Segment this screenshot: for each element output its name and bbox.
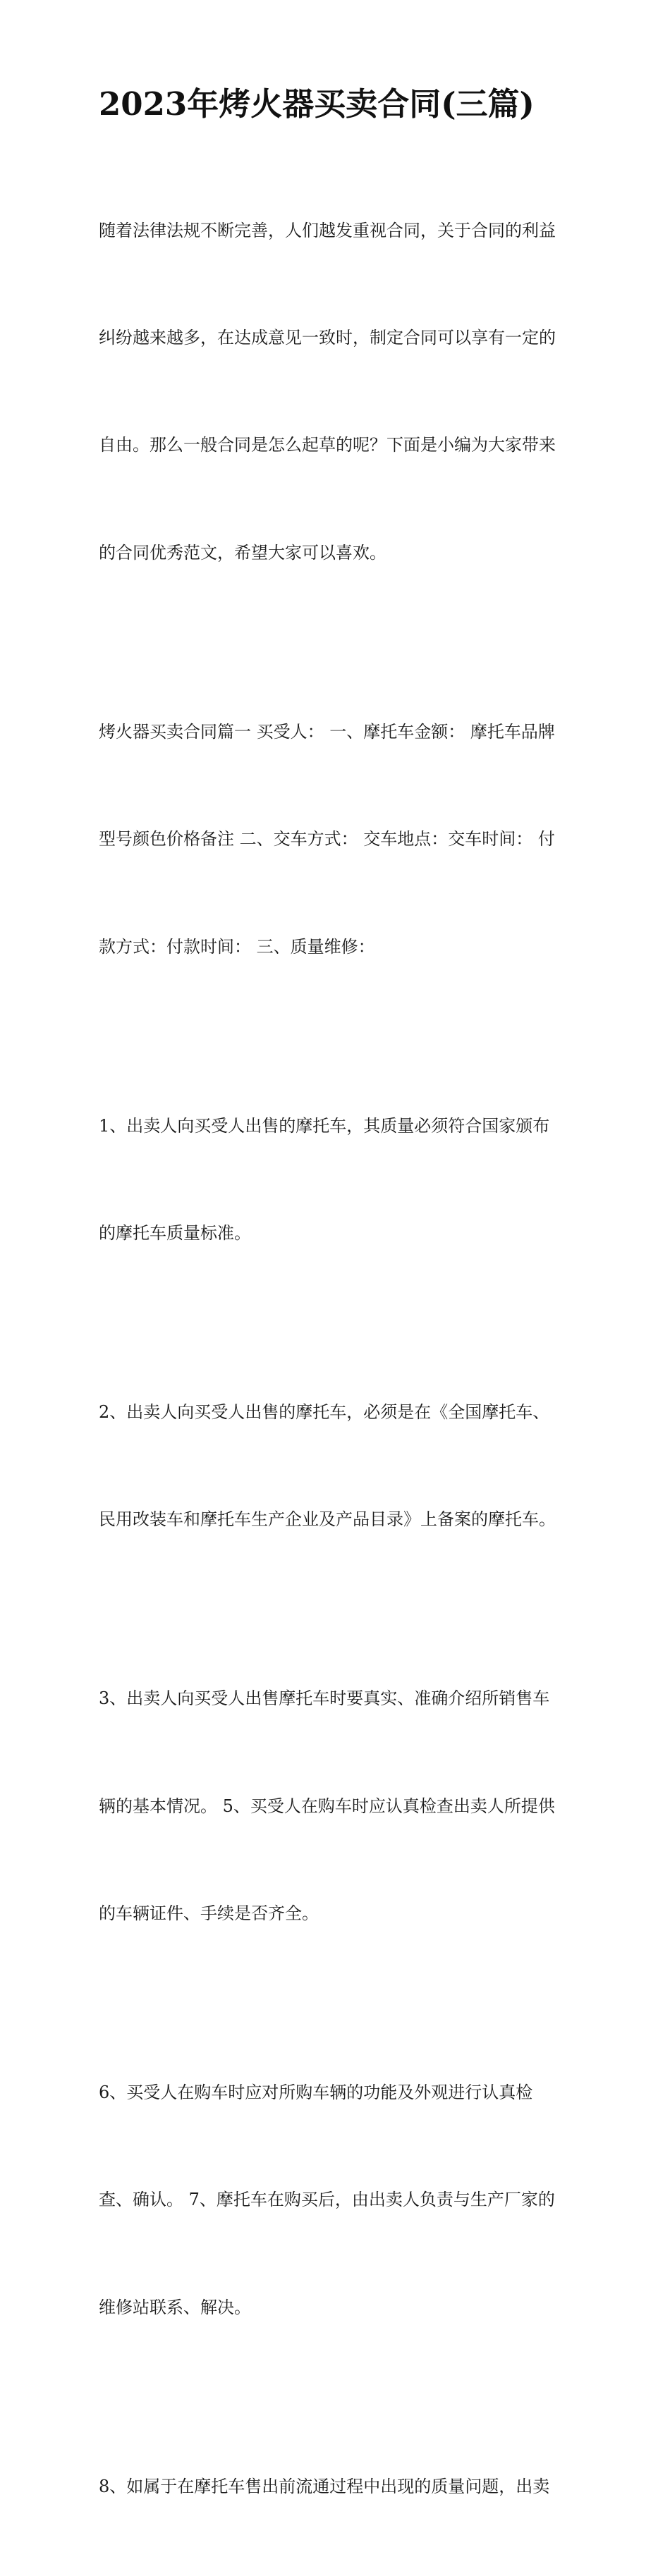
text-line: 烤火器买卖合同篇一 买受人： 一、摩托车金额： 摩托车品牌 [99, 721, 555, 742]
text-line: 3、出卖人向买受人出售摩托车时要真实、准确介绍所销售车 [99, 1688, 550, 1709]
text-line: 维修站联系、解决。 [99, 2297, 251, 2317]
paragraph-item-6 [99, 2003, 573, 2397]
paragraph-item-3 [99, 1609, 573, 2004]
text-line: 自由。那么一般合同是怎么起草的呢？下面是小编为大家带来 [99, 435, 556, 455]
text-line: 款方式：付款时间： 三、质量维修： [99, 936, 375, 957]
text-line: 型号颜色价格备注 二、交车方式： 交车地点：交车时间： 付 [99, 829, 555, 850]
text-line: 随着法律法规不断完善，人们越发重视合同，关于合同的利益 [99, 220, 556, 240]
document-title: 2023年烤火器买卖合同(三篇) [99, 85, 535, 123]
text-line: 民用改装车和摩托车生产企业及产品目录》上备案的摩托车。 [99, 1509, 556, 1530]
text-line: 的合同优秀范文，希望大家可以喜欢。 [99, 542, 386, 563]
text-line: 纠纷越来越多，在达成意见一致时，制定合同可以享有一定的 [99, 327, 556, 348]
document-body [99, 141, 573, 2576]
text-line: 2、出卖人向买受人出售的摩托车，必须是在《全国摩托车、 [99, 1402, 550, 1422]
paragraph-intro [99, 141, 573, 642]
text-line: 1、出卖人向买受人出售的摩托车，其质量必须符合国家颁布 [99, 1115, 550, 1136]
paragraph-item-8 [99, 2397, 573, 2576]
text-line: 辆的基本情况。 5、买受人在购车时应认真检查出卖人所提供 [99, 1796, 555, 1816]
text-line: 查、确认。 7、摩托车在购买后，由出卖人负责与生产厂家的 [99, 2190, 555, 2210]
text-line: 的车辆证件、手续是否齐全。 [99, 1903, 319, 1924]
text-line: 6、买受人在购车时应对所购车辆的功能及外观进行认真检 [99, 2083, 533, 2103]
paragraph-contract-one [99, 642, 573, 1036]
text-line: 8、如属于在摩托车售出前流通过程中出现的质量问题，出卖 [99, 2476, 550, 2496]
paragraph-item-2 [99, 1323, 573, 1609]
paragraph-item-1 [99, 1036, 573, 1323]
text-line: 的摩托车质量标准。 [99, 1222, 251, 1243]
